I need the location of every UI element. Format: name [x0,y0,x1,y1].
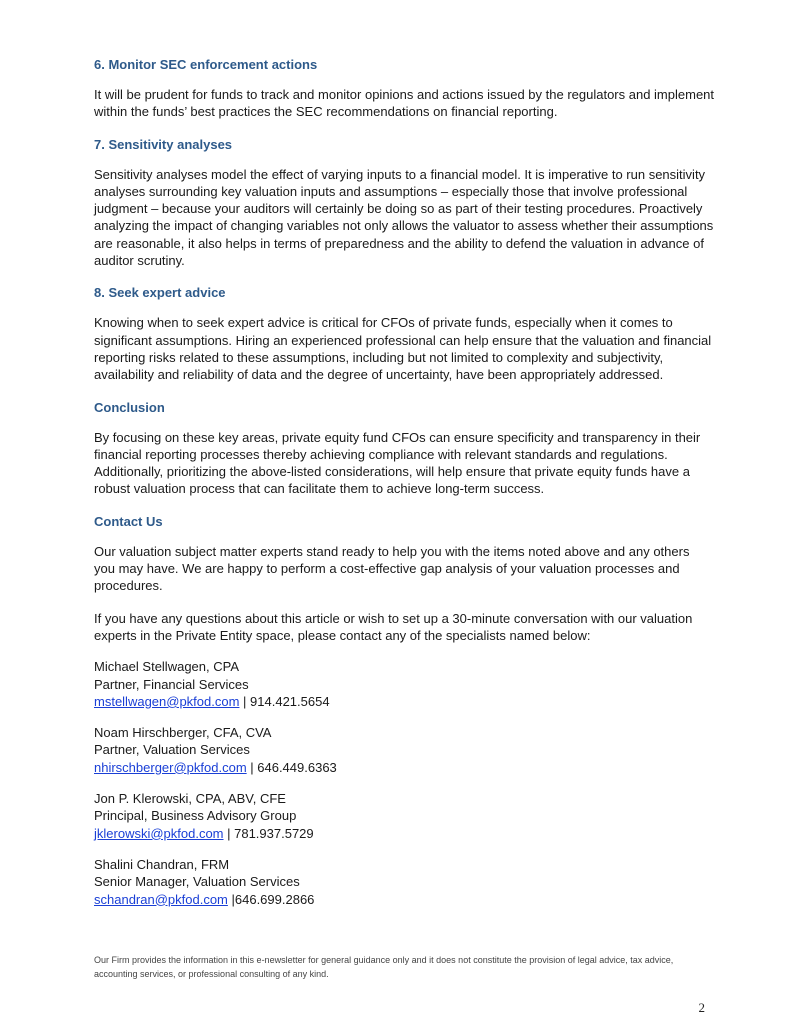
section-body: Sensitivity analyses model the effect of varying inputs to a financial model. It is imperative to run sensitivity analyses surrounding key valuation inputs and assumptions – especially those that involve professional judgment – because your auditors will certainly be doing so as part of their testing procedures. Proactively analyzing the impact of changing variables not only allows the valuator to assess whether their assumptions are reasonable, it also helps in terms of preparedness and the ability to defend the valuation in advance of auditor scrutiny. [94,166,714,269]
section-conclusion [94,399,714,498]
contact-card [94,658,714,710]
contact-name: Shalini Chandran, FRM [94,856,230,872]
contact-line [94,759,714,776]
section-heading: Conclusion [94,399,165,415]
section-heading: 8. Seek expert advice [94,285,226,301]
contact-line [94,825,714,842]
section-body: It will be prudent for funds to track and monitor opinions and actions issued by the regulators and implement within the funds’ best practices the SEC recommendations on financial reporting. [94,87,715,120]
section-body: Our valuation subject matter experts stand ready to help you with the items noted above and any others you may have. We are happy to perform a cost-effective gap analysis of your valuation processes and procedures. [94,543,690,594]
section-expert-advice [94,284,714,383]
section-body: Knowing when to seek expert advice is critical for CFOs of private funds, especially when it comes to significant assumptions. Hiring an experienced professional can help ensure that the valuation and financial reporting risks related to these assumptions, including but not limited to complexity and subjectivity, availability and reliability of data and the degree of uncertainty, have been appropriately addressed. [94,315,712,383]
page-number: 2 [698,1000,705,1015]
contact-card [94,856,714,908]
contact-email-link[interactable]: jklerowski@pkfod.com [94,825,224,841]
section-sensitivity [94,136,714,270]
contact-email-link[interactable]: schandran@pkfod.com [94,891,228,907]
contact-title: Senior Manager, Valuation Services [94,874,300,890]
document-page [94,56,714,922]
section-monitor-sec [94,56,714,121]
contact-email-link[interactable]: mstellwagen@pkfod.com [94,693,240,709]
contact-title: Partner, Valuation Services [94,742,250,758]
contact-card [94,724,714,776]
contact-phone: | 914.421.5654 [239,693,330,709]
contact-phone: |646.699.2866 [227,891,315,907]
section-body: By focusing on these key areas, private equity fund CFOs can ensure specificity and transparency in their financial reporting processes thereby achieving compliance with relevant standards and regulations. Additionally, prioritizing the above-listed considerations, will help ensure that private equity funds have a robust valuation process that can facilitate them to achieve long-term success. [94,429,701,497]
contact-intro: If you have any questions about this article or wish to set up a 30-minute conversation with our valuation experts in the Private Entity space, please contact any of the specialists named below: [94,610,693,643]
section-heading: 6. Monitor SEC enforcement actions [94,57,318,72]
contact-card [94,790,714,842]
section-heading: 7. Sensitivity analyses [94,136,233,152]
section-heading: Contact Us [94,513,163,529]
contact-line [94,891,714,908]
section-contact-us [94,513,714,595]
contact-email-link[interactable]: nhirschberger@pkfod.com [94,759,247,775]
contact-phone: | 646.449.6363 [246,759,337,775]
contact-name: Michael Stellwagen, CPA [94,659,239,675]
contact-line [94,693,714,710]
contact-name: Noam Hirschberger, CFA, CVA [94,725,272,741]
contact-title: Principal, Business Advisory Group [94,808,297,824]
contact-title: Partner, Financial Services [94,676,249,692]
contact-phone: | 781.937.5729 [223,825,314,841]
footer-disclaimer: Our Firm provides the information in this e-newsletter for general guidance only and it does not constitute the provision of legal advice, tax advice, accounting services, or professional consulting of any kind. [94,955,674,979]
contact-name: Jon P. Klerowski, CPA, ABV, CFE [94,791,286,807]
